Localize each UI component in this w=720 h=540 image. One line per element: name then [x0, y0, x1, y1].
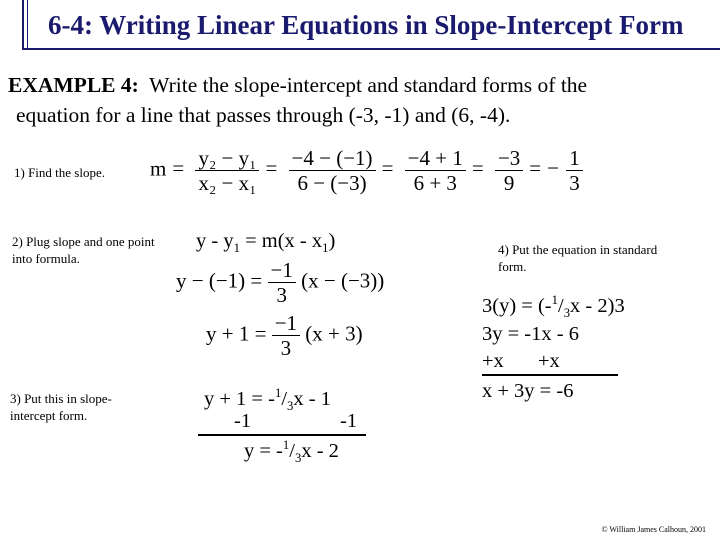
copyright-credit: © William James Calhoun, 2001 [601, 525, 706, 534]
si-line-3 [244, 438, 339, 466]
step-4-label: 4) Put the equation in standard form. [498, 242, 658, 274]
ps-generic-sub1: 1 [233, 241, 240, 256]
slope-fraction-5 [566, 146, 583, 195]
std-line-4: x + 3y = -6 [482, 380, 574, 402]
step-2-label: 2) Plug slope and one point into formula. [12, 234, 155, 266]
si-l1-b: x - 1 [293, 387, 331, 410]
fraction-denominator: 3 [569, 171, 580, 195]
std-line-2: 3y = -1x - 6 [482, 323, 579, 345]
title-left-rule-2 [27, 0, 28, 50]
si-l1-slash: / [281, 387, 288, 410]
example-line-2: equation for a line that passes through (-3, -1) and (6, -4). [16, 103, 511, 127]
fraction-numerator: −3 [495, 146, 523, 171]
si-line-2 [198, 410, 366, 436]
fraction-denominator: 6 − (−3) [297, 171, 367, 195]
ps-l1-left: y − (−1) = [176, 268, 263, 293]
si-l3-a: y = - [244, 439, 283, 462]
std-l1-sub: 3 [563, 305, 571, 320]
fraction-numerator: 1 [566, 146, 583, 171]
std-line-1 [482, 293, 625, 321]
fraction-numerator: −4 + 1 [405, 146, 466, 171]
step-1-label: 1) Find the slope. [14, 165, 105, 180]
example-line-1: Write the slope-intercept and standard forms of the [138, 73, 588, 97]
si-l3-sup: 1 [282, 438, 290, 452]
ps-l2-right: (x + 3) [305, 321, 363, 346]
slope-fraction-3 [405, 146, 466, 195]
slope-equation [150, 146, 583, 195]
fraction-denominator: 6 + 3 [413, 171, 457, 195]
equals-sign: = [529, 156, 542, 181]
si-l1-sup: 1 [274, 386, 282, 400]
si-l2-b: -1 [340, 410, 358, 432]
std-l3-a: +x [482, 350, 504, 372]
ps-l1-fraction [268, 258, 296, 307]
example-label: EXAMPLE 4: [8, 73, 139, 97]
ps-generic-mid: = m(x - x [239, 230, 323, 252]
si-l3-b: x - 2 [301, 439, 339, 462]
si-l1-a: y + 1 = - [204, 387, 275, 410]
slope-fraction-2 [289, 146, 376, 195]
equals-sign: = [172, 156, 185, 181]
ps-l2-fraction [272, 311, 300, 360]
fraction-denominator: x₂ − x₁ [198, 171, 257, 195]
si-l3-slash: / [289, 439, 295, 462]
ps-l2-left: y + 1 = [206, 321, 267, 346]
std-l1-slash: / [557, 294, 564, 317]
fraction-denominator: 3 [276, 283, 287, 307]
step-3-label: 3) Put this in slope-intercept form. [10, 391, 112, 423]
example-statement [8, 70, 587, 130]
fraction-numerator: −1 [268, 258, 296, 283]
fraction-denominator: 9 [503, 171, 515, 195]
minus-sign: − [547, 156, 559, 181]
title-left-rule [22, 0, 24, 50]
slope-fraction-4 [495, 146, 523, 195]
equals-sign: = [471, 156, 484, 181]
slope-m: m [150, 156, 167, 181]
fraction-numerator: y₂ − y₁ [195, 146, 259, 171]
ps-generic-a: y - y [196, 230, 234, 252]
point-slope-generic [196, 230, 335, 256]
title-underline [22, 48, 720, 50]
std-l3-b: +x [538, 350, 560, 372]
point-slope-line-2 [206, 311, 363, 360]
ps-generic-end: ) [328, 230, 336, 252]
si-l1-sub: 3 [287, 398, 294, 413]
ps-l1-right: (x − (−3)) [301, 268, 385, 293]
slope-fraction-1 [195, 146, 259, 195]
std-l1-a: 3(y) = (- [482, 294, 552, 317]
ps-generic-sub2: 1 [322, 241, 329, 256]
std-l1-b: x - 2)3 [570, 294, 625, 317]
std-l1-sup: 1 [551, 293, 558, 307]
page-title: 6-4: Writing Linear Equations in Slope-Intercept Form [48, 10, 684, 40]
point-slope-line-1 [176, 258, 384, 307]
fraction-denominator: 3 [280, 336, 292, 360]
fraction-numerator: −4 − (−1) [289, 146, 376, 171]
si-l2-a: -1 [234, 410, 252, 432]
std-line-3 [482, 350, 618, 376]
si-l3-sub: 3 [294, 450, 302, 465]
equals-sign: = [381, 156, 394, 181]
fraction-numerator: −1 [272, 311, 300, 336]
equals-sign: = [265, 156, 278, 181]
